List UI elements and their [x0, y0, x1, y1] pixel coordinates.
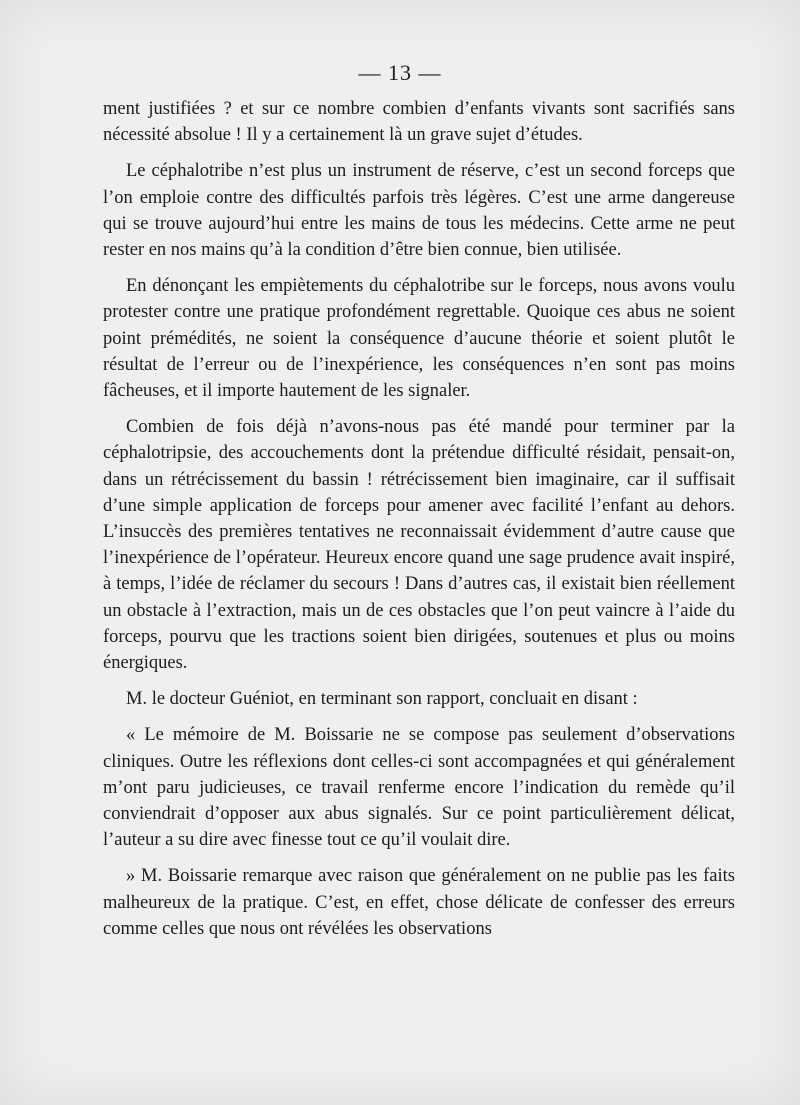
- paragraph-5: M. le docteur Guéniot, en terminant son rapport, concluait en disant :: [126, 689, 638, 710]
- paragraph-6: « Le mémoire de M. Boissarie ne se compose pas seulement d’observations cliniques. Outre les réflexions dont celles-ci sont accompagnées et qui généralement m’ont paru judicieuses, ce travail renferme encore l’indication du remède qu’il conviendrait d’opposer aux abus signalés. Sur ce point particulièrement délicat, l’auteur a su dire avec finesse tout ce qu’il voulait dire.: [103, 725, 735, 851]
- paragraph-1: ment justifiées ? et sur ce nombre combien d’enfants vivants sont sacrifiés sans nécessité absolue ! Il y a certainement là un grave sujet d’études.: [103, 99, 735, 146]
- page-number: — 13 —: [358, 60, 442, 85]
- paragraph-3: En dénonçant les empiètements du céphalotribe sur le forceps, nous avons voulu protester contre une pratique profondément regrettable. Quoique ces abus ne soient point prémédités, ne soient la conséquence d’aucune théorie et soient plutôt le résultat de l’erreur ou de l’inexpérience, les conséquences n’en sont pas moins fâcheuses, et il importe hautement de les signaler.: [103, 276, 735, 402]
- paragraph-7: » M. Boissarie remarque avec raison que généralement on ne publie pas les faits malheureux de la pratique. C’est, en effet, chose délicate de confesser des erreurs comme celles que nous ont révélées les observations: [103, 866, 735, 939]
- paragraph-2: Le céphalotribe n’est plus un instrument de réserve, c’est un second forceps que l’on emploie contre des difficultés parfois très légères. C’est une arme dangereuse qui se trouve aujourd’hui entre les mains de tous les médecins. Cette arme ne peut rester en nos mains qu’à la condition d’être bien connue, bien utilisée.: [103, 161, 735, 261]
- body-text: [103, 96, 735, 952]
- paragraph-4: Combien de fois déjà n’avons-nous pas été mandé pour terminer par la céphalotripsie, des accouchements dont la prétendue difficulté résidait, pensait-on, dans un rétrécissement du bassin ! rétrécissement bien imaginaire, car il suffisait d’une simple application de forceps pour amener avec facilité l’enfant au dehors. L’insuccès des premières tentatives ne reconnaissait évidemment d’autre cause que l’inexpérience de l’opérateur. Heureux encore quand une sage prudence avait inspiré, à temps, l’idée de réclamer du secours ! Dans d’autres cas, il existait bien réellement un obstacle à l’extraction, mais un de ces obstacles que l’on peut vaincre à l’aide du forceps, pourvu que les tractions soient bien dirigées, soutenues et plus ou moins énergiques.: [103, 417, 735, 674]
